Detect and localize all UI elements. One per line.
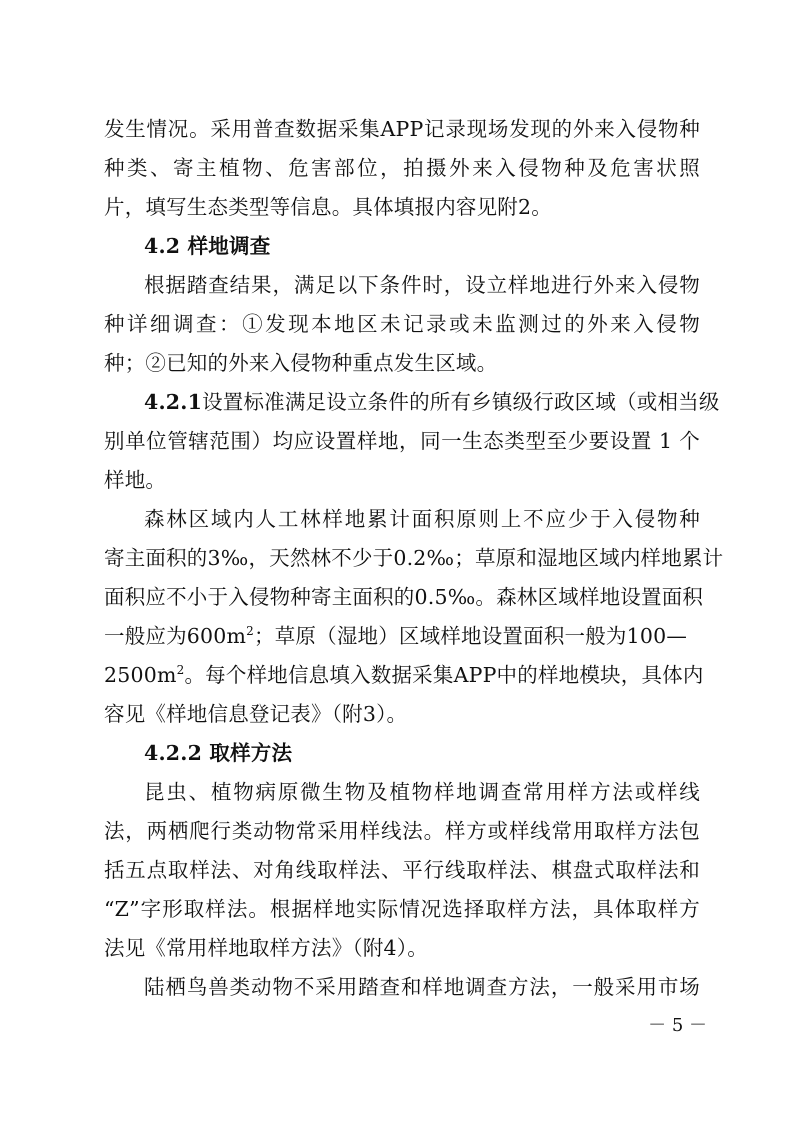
body-text-line: 根据踏查结果，满足以下条件时，设立样地进行外来入侵物 <box>144 273 700 297</box>
body-text-line: 昆虫、植物病原微生物及植物样地调查常用样方法或样线 <box>144 780 700 804</box>
body-text-line: 森林区域内人工林样地累计面积原则上不应少于入侵物种 <box>144 507 700 531</box>
body-text-line: 种详细调查：①发现本地区未记录或未监测过的外来入侵物 <box>104 312 700 336</box>
superscript: 2 <box>246 624 255 639</box>
section-heading-4-2-2: 4.2.2 取样方法 <box>144 741 293 765</box>
body-text: 一般应为600m <box>104 624 247 648</box>
body-text-line: 容见《样地信息登记表》（附3）。 <box>104 702 408 726</box>
body-text: 设置标准满足设立条件的所有乡镇级行政区域（或相当级 <box>202 390 720 414</box>
body-text-line: 别单位管辖范围）均应设置样地，同一生态类型至少要设置 1 个 <box>104 429 700 453</box>
body-text: ；草原（湿地）区域样地设置面积一般为100— <box>254 624 688 648</box>
body-text-line: 陆栖鸟兽类动物不采用踏查和样地调查方法，一般采用市场 <box>144 975 700 999</box>
section-4-2-1-paragraph <box>144 382 720 422</box>
section-number-4-2-1: 4.2.1 <box>144 390 203 414</box>
body-text-line: 发生情况。采用普查数据采集APP记录现场发现的外来入侵物种 <box>104 117 700 141</box>
body-text-line: 面积应不小于入侵物种寄主面积的0.5‰。森林区域样地设置面积 <box>104 585 704 609</box>
body-text-line: 括五点取样法、对角线取样法、平行线取样法、棋盘式取样法和 <box>104 858 700 882</box>
body-text-line: 样地。 <box>104 468 167 492</box>
superscript: 2 <box>176 663 185 678</box>
body-text-line <box>104 655 704 695</box>
section-heading-4-2: 4.2 样地调查 <box>144 234 271 258</box>
body-text-line: 片，填写生态类型等信息。具体填报内容见附2。 <box>104 195 552 219</box>
body-text: 。每个样地信息填入数据采集APP中的样地模块，具体内 <box>184 663 704 687</box>
body-text-line <box>104 616 700 656</box>
page-number: － 5 － <box>648 1015 707 1036</box>
body-text-line: 种；②已知的外来入侵物种重点发生区域。 <box>104 351 498 375</box>
body-text-line: 法，两栖爬行类动物常采用样线法。样方或样线常用取样方法包 <box>104 819 700 843</box>
body-text-line: 法见《常用样地取样方法》（附4）。 <box>104 936 428 960</box>
body-text-line: “Z”字形取样法。根据样地实际情况选择取样方法，具体取样方 <box>104 897 700 921</box>
body-text: 2500m <box>104 663 177 687</box>
body-text-line: 寄主面积的3‰，天然林不少于0.2‰；草原和湿地区域内样地累计 <box>104 546 724 570</box>
body-text-line: 种类、寄主植物、危害部位，拍摄外来入侵物种及危害状照 <box>104 156 700 180</box>
